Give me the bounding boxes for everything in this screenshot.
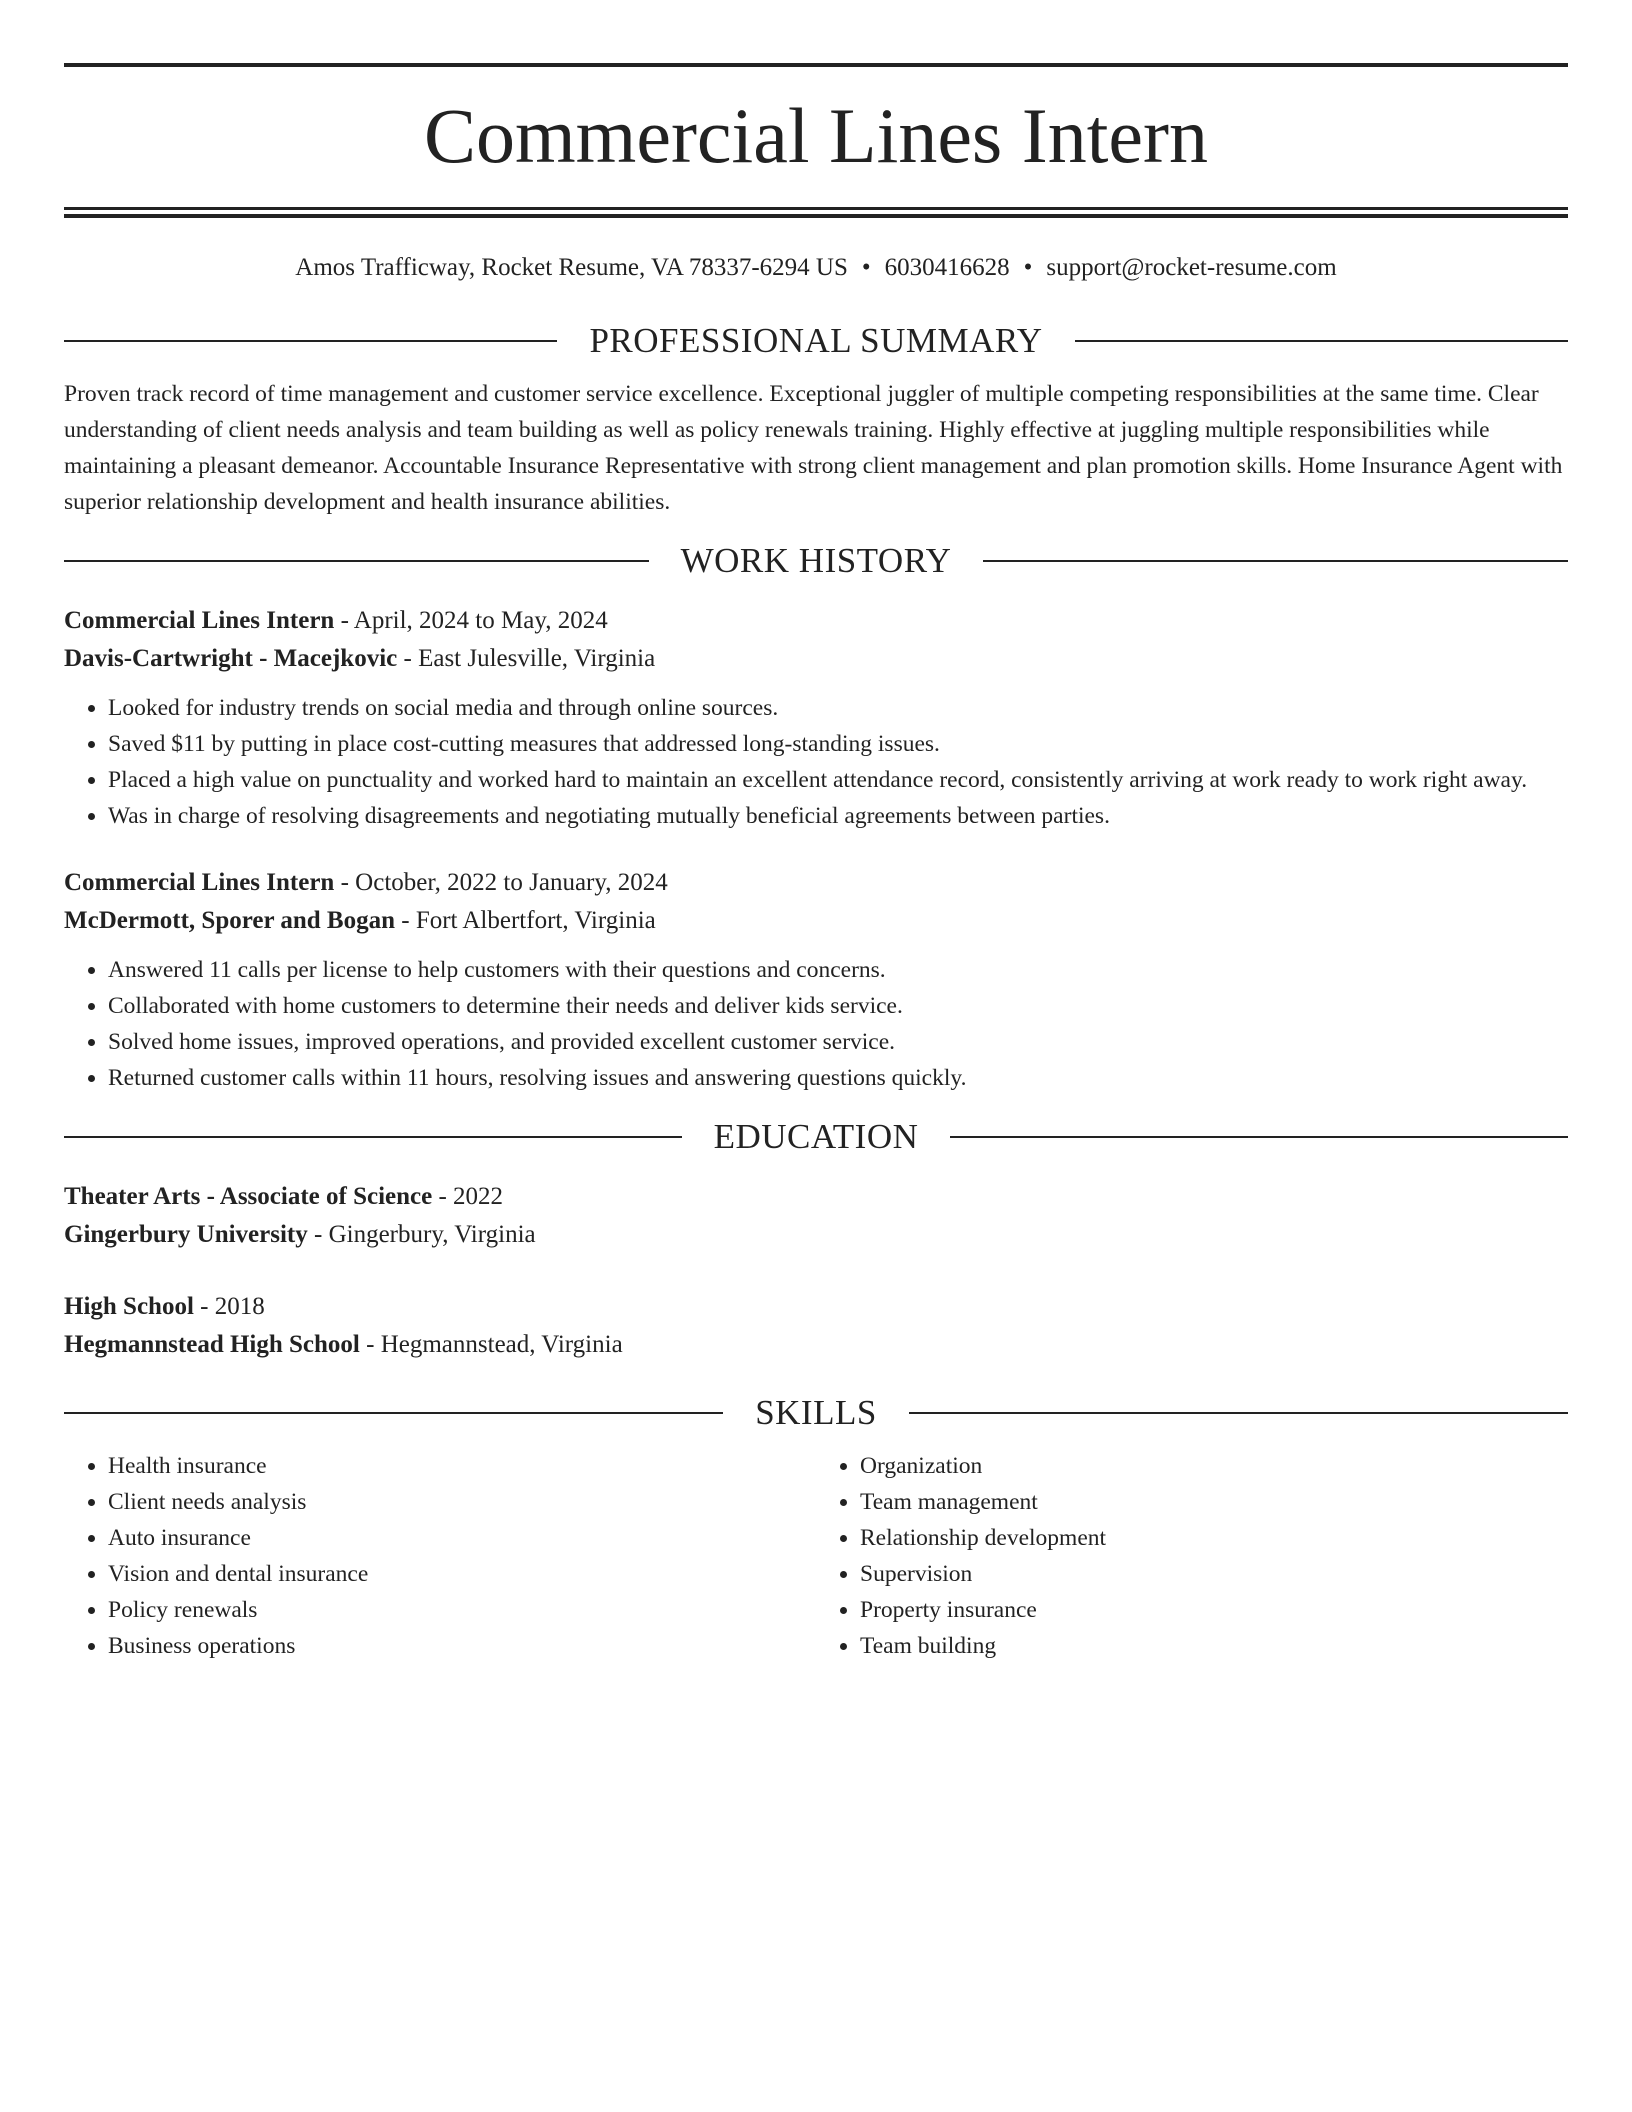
skill-item: • Business operations — [108, 1628, 816, 1664]
contact-separator: • — [861, 254, 871, 281]
job-title-line — [64, 864, 1568, 902]
skill-item: • Client needs analysis — [108, 1484, 816, 1520]
skills-column-right — [816, 1448, 1568, 1664]
summary-heading — [64, 318, 1568, 364]
job-bullet: • Collaborated with home customers to determine their needs and deliver kids service. — [108, 988, 1568, 1024]
contact-separator: • — [1023, 254, 1033, 281]
degree-year: - 2018 — [193, 1293, 265, 1320]
skill-item: • Organization — [860, 1448, 1568, 1484]
skill-item: • Team management — [860, 1484, 1568, 1520]
job-dates: - October, 2022 to January, 2024 — [334, 869, 668, 896]
job-bullet: • Saved $11 by putting in place cost-cutting measures that addressed long-standing issues. — [108, 726, 1568, 762]
heading-rule-right — [909, 1412, 1568, 1414]
skill-item: • Relationship development — [860, 1520, 1568, 1556]
contact-email: support@rocket-resume.com — [1046, 254, 1337, 281]
heading-rule-right — [983, 560, 1568, 562]
title-double-rule — [64, 207, 1568, 218]
resume-title: Commercial Lines Intern — [423, 92, 1209, 179]
school: Hegmannstead High School — [64, 1331, 360, 1358]
job-title-line — [64, 602, 1568, 640]
education-entry — [64, 1288, 1568, 1364]
education-entry — [64, 1178, 1568, 1254]
job-company: McDermott, Sporer and Bogan — [64, 907, 395, 934]
skill-item: • Property insurance — [860, 1592, 1568, 1628]
heading-rule-left — [64, 1136, 682, 1138]
job-bullet: • Solved home issues, improved operations, and provided excellent customer service. — [108, 1024, 1568, 1060]
skill-item: • Health insurance — [108, 1448, 816, 1484]
job-bullets — [64, 952, 1568, 1096]
skill-item: • Team building — [860, 1628, 1568, 1664]
degree-year: - 2022 — [432, 1183, 504, 1210]
skills-list — [64, 1448, 1568, 1664]
work-heading — [64, 538, 1568, 584]
skill-item: • Supervision — [860, 1556, 1568, 1592]
skills-heading-label: SKILLS — [755, 1393, 877, 1432]
degree-line — [64, 1178, 1568, 1216]
school-location: - Gingerbury, Virginia — [307, 1221, 536, 1248]
contact-phone: 6030416628 — [884, 254, 1010, 281]
education-heading — [64, 1114, 1568, 1160]
skill-item: • Vision and dental insurance — [108, 1556, 816, 1592]
skills-column-left — [64, 1448, 816, 1664]
heading-rule-right — [1075, 340, 1568, 342]
job-bullet: • Returned customer calls within 11 hours, resolving issues and answering questions quickly. — [108, 1060, 1568, 1096]
work-heading-label: WORK HISTORY — [680, 541, 952, 580]
skill-item: • Auto insurance — [108, 1520, 816, 1556]
job-bullet: • Answered 11 calls per license to help customers with their questions and concerns. — [108, 952, 1568, 988]
education-heading-label: EDUCATION — [713, 1117, 919, 1156]
school-line — [64, 1216, 1568, 1254]
skills-heading — [64, 1390, 1568, 1436]
job-location: - East Julesville, Virginia — [397, 645, 656, 672]
school: Gingerbury University — [64, 1221, 308, 1248]
job-company-line — [64, 902, 1568, 940]
school-location: - Hegmannstead, Virginia — [359, 1331, 623, 1358]
job-bullet: • Placed a high value on punctuality and worked hard to maintain an excellent attendance record, consistently arriving at work ready to work right away. — [108, 762, 1568, 798]
degree: High School — [64, 1293, 194, 1320]
heading-rule-left — [64, 1412, 723, 1414]
job-company: Davis-Cartwright - Macejkovic — [64, 645, 398, 672]
job-dates: - April, 2024 to May, 2024 — [334, 607, 608, 634]
job-bullets — [64, 690, 1568, 834]
contact-address: Amos Trafficway, Rocket Resume, VA 78337-6294 US — [295, 254, 848, 281]
degree: Theater Arts - Associate of Science — [64, 1183, 433, 1210]
job-entry — [64, 864, 1568, 1096]
degree-line — [64, 1288, 1568, 1326]
summary-text: Proven track record of time management and customer service excellence. Exceptional juggler of multiple competing responsibilities at the same time. Clear understanding of client needs analysis and team building as well as policy renewals training. Highly effective at juggling multiple responsibilities while maintaining a pleasant demeanor. Accountable Insurance Representative with strong client management and plan promotion skills. Home Insurance Agent with superior relationship development and health insurance abilities. — [64, 381, 1563, 515]
job-title: Commercial Lines Intern — [64, 869, 335, 896]
school-line — [64, 1326, 1568, 1364]
job-entry — [64, 602, 1568, 834]
skill-item: • Policy renewals — [108, 1592, 816, 1628]
heading-rule-left — [64, 340, 557, 342]
resume-page — [64, 63, 1568, 1664]
heading-rule-right — [950, 1136, 1568, 1138]
job-company-line — [64, 640, 1568, 678]
job-title: Commercial Lines Intern — [64, 607, 335, 634]
heading-rule-left — [64, 560, 649, 562]
job-bullet: • Looked for industry trends on social media and through online sources. — [108, 690, 1568, 726]
job-location: - Fort Albertfort, Virginia — [395, 907, 656, 934]
summary-heading-label: PROFESSIONAL SUMMARY — [589, 321, 1043, 360]
contact-line — [64, 252, 1568, 284]
job-bullet: • Was in charge of resolving disagreements and negotiating mutually beneficial agreements between parties. — [108, 798, 1568, 834]
